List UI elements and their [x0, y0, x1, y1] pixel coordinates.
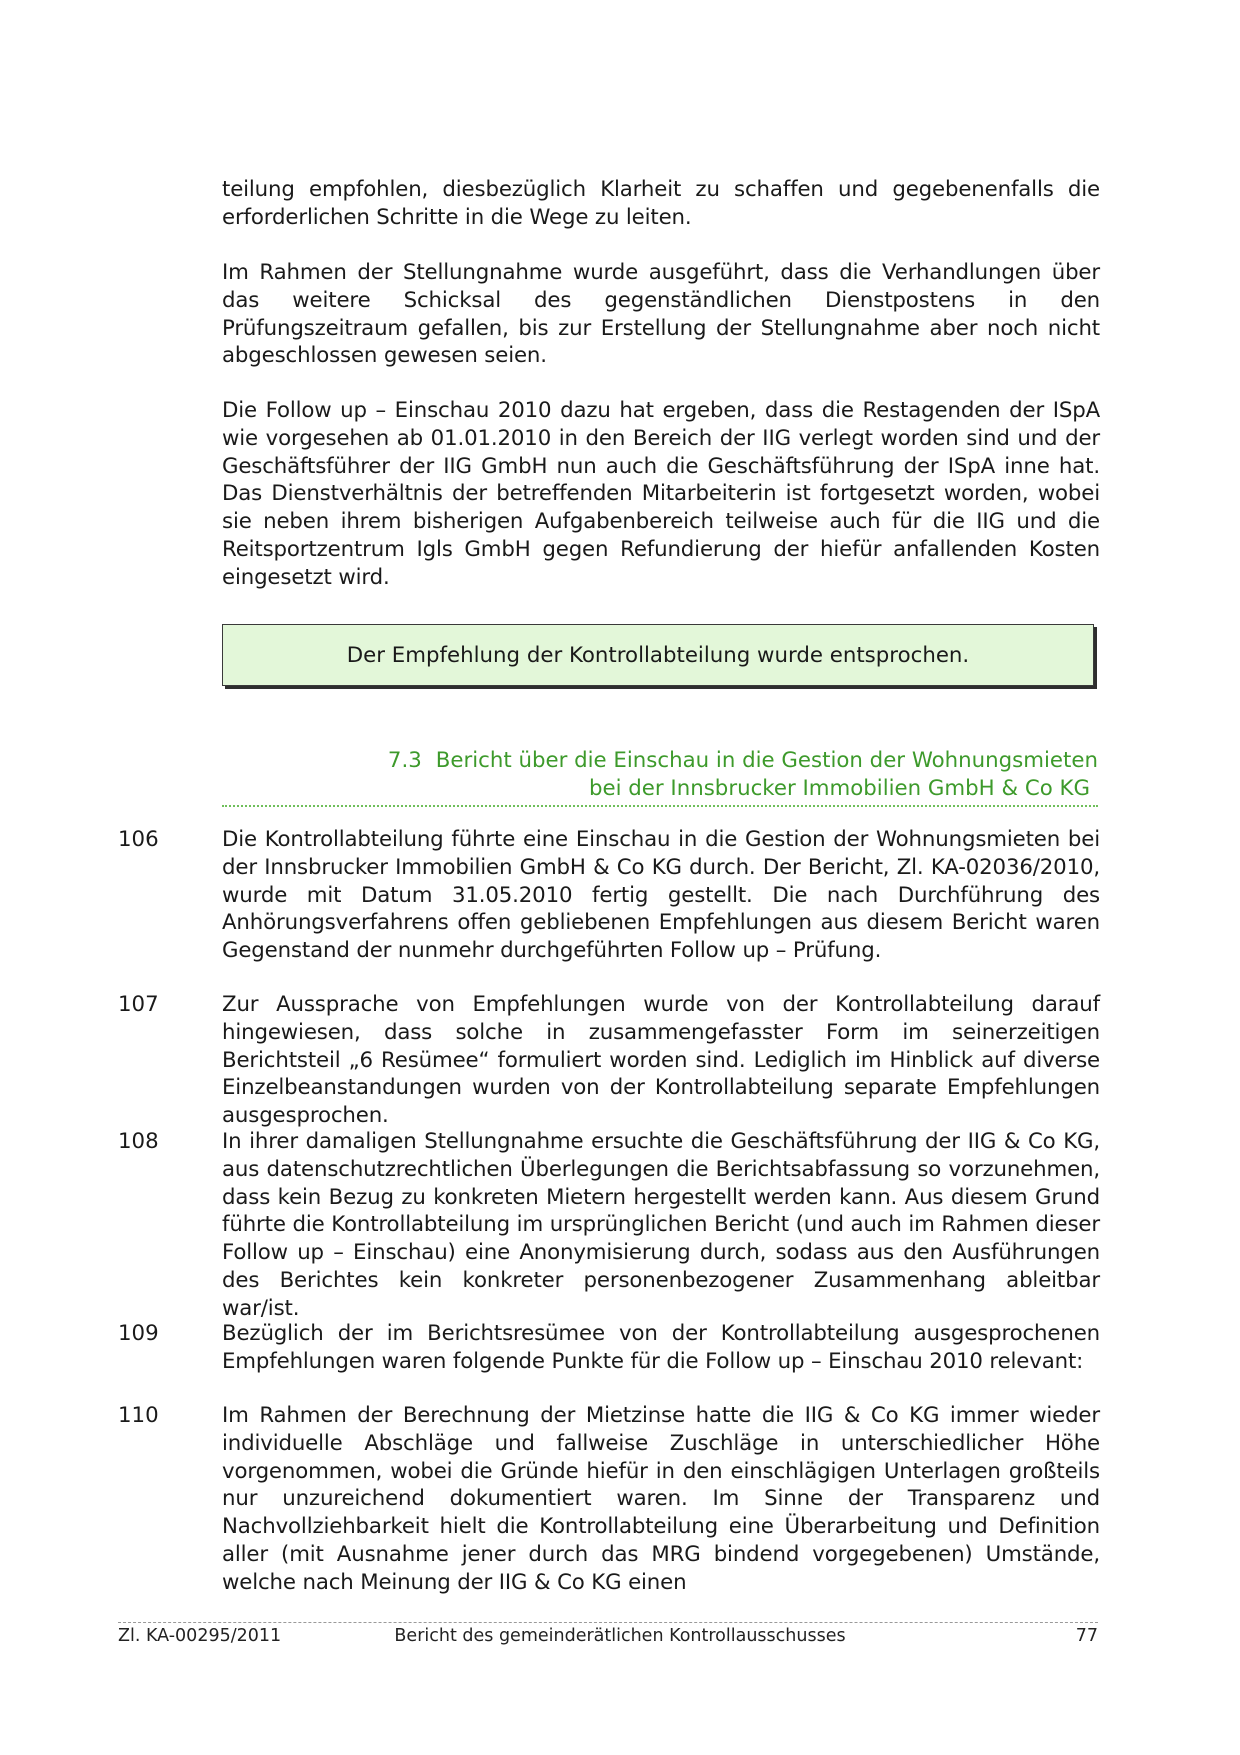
footer-title: Bericht des gemeinderätlichen Kontrollausschusses [394, 1626, 846, 1646]
section-heading-line-2 [222, 775, 1098, 803]
paragraph-text: Im Rahmen der Stellungnahme wurde ausgeführt, dass die Verhandlungen über das weitere Schicksal des gegenständlichen Dienstpostens in den Prüfungszeitraum gefallen, bis zur Erstellung der Stellungnahme aber noch nicht abgeschlossen gewesen seien. [222, 260, 1100, 369]
margin-number: 110 [118, 1403, 159, 1428]
section-heading-line-1 [222, 747, 1098, 775]
paragraph-stellungnahme [222, 259, 1100, 370]
numbered-paragraph-107 [222, 991, 1100, 1130]
section-number: 7.3 [387, 748, 422, 773]
footer-rule [118, 1622, 1098, 1623]
paragraph-text: Die Kontrollabteilung führte eine Einschau in die Gestion der Wohnungsmieten bei der Innsbrucker Immobilien GmbH & Co KG durch. Der Bericht, Zl. KA-02036/2010, wurde mit Datum 31.05.2010 fertig gestellt. Die nach Durchführung des Anhörungsverfahrens offen gebliebenen Empfehlungen aus diesem Bericht waren Gegenstand der nunmehr durchgeführten Follow up – Prüfung. [222, 827, 1100, 964]
paragraph-text: Zur Aussprache von Empfehlungen wurde von der Kontrollabteilung darauf hingewiesen, dass solche in zusammengefasster Form im seinerzeitigen Berichtsteil „6 Resümee“ formuliert worden sind. Lediglich im Hinblick auf diverse Einzelbeanstandungen wurden von der Kontrollabteilung separate Empfehlungen ausgesprochen. [222, 992, 1100, 1129]
paragraph-continuation [222, 176, 1100, 232]
footer-reference: Zl. KA-00295/2011 [118, 1626, 282, 1646]
numbered-paragraph-108 [222, 1128, 1100, 1323]
paragraph-follow-up [222, 397, 1100, 592]
numbered-paragraph-106 [222, 826, 1100, 965]
margin-number: 109 [118, 1321, 159, 1346]
margin-number: 108 [118, 1129, 159, 1154]
margin-number: 106 [118, 827, 159, 852]
paragraph-text: Bezüglich der im Berichtsresümee von der Kontrollabteilung ausgesprochenen Empfehlungen waren folgende Punkte für die Follow up – Einschau 2010 relevant: [222, 1321, 1100, 1374]
numbered-paragraph-110 [222, 1402, 1100, 1597]
margin-number: 107 [118, 992, 159, 1017]
paragraph-text: teilung empfohlen, diesbezüglich Klarheit zu schaffen und gegebenenfalls die erforderlichen Schritte in die Wege zu leiten. [222, 177, 1100, 230]
section-heading [222, 747, 1098, 803]
recommendation-callout [222, 624, 1094, 686]
page-number: 77 [1075, 1626, 1098, 1646]
callout-text: Der Empfehlung der Kontrollabteilung wurde entsprochen. [346, 642, 970, 668]
paragraph-text: In ihrer damaligen Stellungnahme ersuchte die Geschäftsführung der IIG & Co KG, aus datenschutzrechtlichen Überlegungen die Berichtsabfassung so vorzunehmen, dass kein Bezug zu konkreten Mietern hergestellt werden kann. Aus diesem Grund führte die Kontrollabteilung im ursprünglichen Bericht (und auch im Rahmen dieser Follow up – Einschau) eine Anonymisierung durch, sodass aus den Ausführungen des Berichtes kein konkreter personenbezogener Zusammenhang ableitbar war/ist. [222, 1129, 1100, 1321]
section-title-line-1: Bericht über die Einschau in die Gestion der Wohnungsmieten [435, 748, 1098, 773]
section-title-line-2: bei der Innsbrucker Immobilien GmbH & Co KG [588, 776, 1090, 801]
numbered-paragraph-109 [222, 1320, 1100, 1376]
section-heading-rule [222, 805, 1098, 807]
paragraph-text: Die Follow up – Einschau 2010 dazu hat ergeben, dass die Restagenden der ISpA wie vorgesehen ab 01.01.2010 in den Bereich der IIG verlegt worden sind und der Geschäftsführer der IIG GmbH nun auch die Geschäftsführung der ISpA inne hat. Das Dienstverhältnis der betreffenden Mitarbeiterin ist fortgesetzt worden, wobei sie neben ihrem bisherigen Aufgabenbereich teilweise auch für die IIG und die Reitsportzentrum Igls GmbH gegen Refundierung der hiefür anfallenden Kosten eingesetzt wird. [222, 398, 1100, 590]
paragraph-text: Im Rahmen der Berechnung der Mietzinse hatte die IIG & Co KG immer wieder individuelle Abschläge und fallweise Zuschläge in unterschiedlicher Höhe vorgenommen, wobei die Gründe hiefür in den einschlägigen Unterlagen großteils nur unzureichend dokumentiert waren. Im Sinne der Transparenz und Nachvollziehbarkeit hielt die Kontrollabteilung eine Überarbeitung und Definition aller (mit Ausnahme jener durch das MRG bindend vorgegebenen) Umstände, welche nach Meinung der IIG & Co KG einen [222, 1403, 1100, 1595]
